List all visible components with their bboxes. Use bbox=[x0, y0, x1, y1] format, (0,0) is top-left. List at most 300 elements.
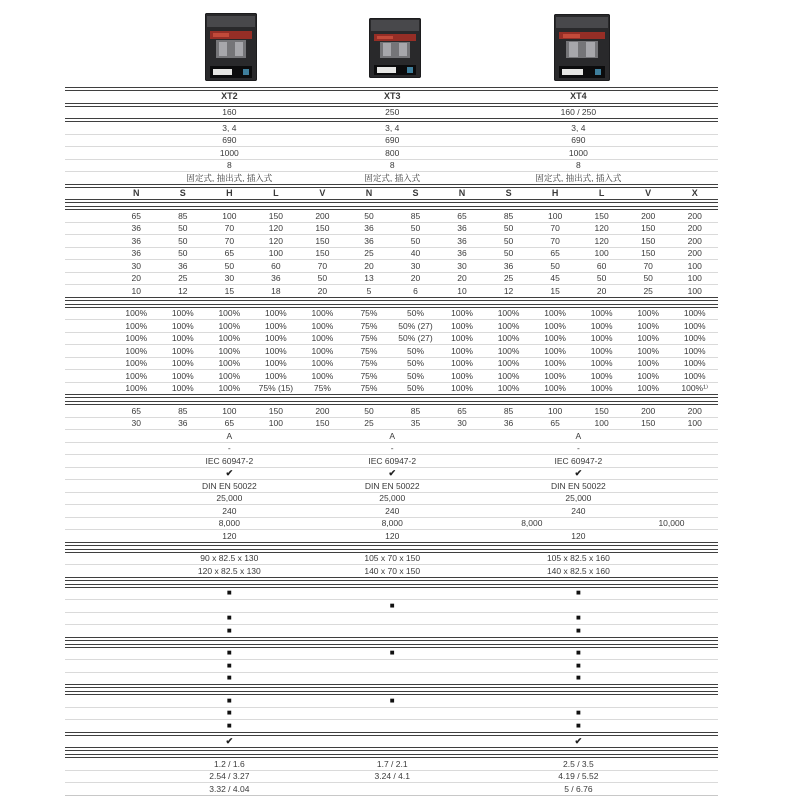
feature-available-square: ■ bbox=[575, 660, 581, 670]
product-models bbox=[65, 87, 718, 107]
feature-available-square: ■ bbox=[226, 695, 232, 705]
cell: 18 bbox=[271, 285, 281, 296]
ratings-and-standards-row bbox=[65, 492, 718, 505]
cell: DIN EN 50022 bbox=[550, 480, 606, 491]
ultimate-breaking-capacity-row bbox=[65, 222, 718, 235]
general-info-row bbox=[65, 171, 718, 184]
features-block-1-row bbox=[65, 612, 718, 625]
cell: 65 bbox=[224, 248, 235, 258]
compliance-check-row bbox=[65, 736, 718, 748]
cell: IEC 60947-2 bbox=[554, 455, 603, 466]
breaker-rating-plate bbox=[210, 66, 253, 78]
service-breaking-capacity-row bbox=[65, 332, 718, 345]
cell: 690 bbox=[385, 135, 400, 145]
cell: - bbox=[576, 443, 580, 453]
cell: 100% bbox=[544, 383, 566, 393]
feature-available-square: ■ bbox=[575, 720, 581, 730]
cell: 100 bbox=[268, 418, 283, 428]
cell: H bbox=[226, 187, 233, 198]
cell: 20 bbox=[317, 285, 328, 296]
dimensions-row bbox=[65, 564, 718, 577]
cell: 150 bbox=[315, 248, 330, 258]
cell: 100% bbox=[218, 345, 241, 356]
cell: 100 bbox=[222, 210, 237, 221]
cell: 1000 bbox=[568, 147, 588, 158]
features-block-3-row bbox=[65, 719, 718, 732]
cell: 100% bbox=[637, 308, 660, 318]
cell: 150 bbox=[594, 405, 609, 416]
cell: XT4 bbox=[570, 91, 587, 102]
cell: 65 bbox=[457, 405, 467, 416]
cell: 50 bbox=[410, 235, 421, 246]
cell: 3.24 / 4.1 bbox=[374, 771, 410, 781]
product-photo-xt3 bbox=[369, 18, 421, 78]
cell: 85 bbox=[410, 210, 421, 221]
feature-available-square: ■ bbox=[389, 695, 395, 705]
cell: 85 bbox=[503, 210, 514, 221]
features-block-2-row bbox=[65, 648, 718, 660]
cell: 100% bbox=[637, 320, 660, 331]
service-breaking-capacity-row bbox=[65, 382, 718, 395]
cell: 20 bbox=[364, 260, 374, 271]
compliance-check bbox=[65, 736, 718, 752]
service-breaking-capacity-row bbox=[65, 369, 718, 382]
breaker-rating-plate bbox=[559, 66, 605, 77]
cell: A bbox=[226, 430, 233, 441]
cell: - bbox=[227, 443, 231, 453]
feature-available-square: ■ bbox=[575, 673, 581, 683]
feature-available-square: ■ bbox=[226, 613, 232, 623]
cell: 100% bbox=[171, 383, 194, 393]
cell: 50% bbox=[406, 308, 424, 318]
features-block-3-row bbox=[65, 707, 718, 720]
cell: 100% bbox=[265, 308, 287, 318]
service-breaking-capacity-row bbox=[65, 308, 718, 320]
breaker-toggle bbox=[216, 40, 245, 58]
cell: 75% bbox=[360, 333, 378, 343]
cell: S bbox=[179, 187, 186, 198]
cell: 200 bbox=[687, 210, 702, 221]
cell: 100% bbox=[544, 345, 566, 356]
cell: 160 / 250 bbox=[560, 107, 597, 117]
cell: 50% bbox=[406, 345, 424, 356]
cell: 1.2 / 1.6 bbox=[213, 758, 245, 769]
cell: 75% bbox=[360, 370, 378, 381]
features-block-1-row bbox=[65, 624, 718, 637]
cell: 50 bbox=[503, 235, 514, 246]
cell: 100% bbox=[311, 345, 334, 356]
cell: 25 bbox=[643, 285, 653, 296]
cell: DIN EN 50022 bbox=[201, 480, 257, 491]
breaker-top-band bbox=[207, 16, 255, 28]
cell: 8 bbox=[389, 160, 395, 170]
cell: 200 bbox=[315, 405, 330, 416]
weights bbox=[65, 754, 718, 796]
cell: 150 bbox=[315, 223, 330, 233]
cell: 25 bbox=[503, 273, 514, 283]
cell: N bbox=[133, 187, 140, 198]
general-info bbox=[65, 122, 718, 188]
spec-table bbox=[65, 87, 718, 796]
cell: 85 bbox=[178, 210, 188, 221]
cell: 100% bbox=[125, 320, 148, 331]
cell: 8,000 bbox=[381, 518, 403, 528]
cell: 1000 bbox=[219, 147, 239, 158]
cell: 50 bbox=[503, 223, 514, 233]
cell: 100% bbox=[451, 358, 473, 368]
cell: DIN EN 50022 bbox=[364, 480, 420, 491]
breaker-toggle bbox=[380, 42, 409, 58]
cell: 100% bbox=[171, 320, 194, 331]
cell: 30 bbox=[224, 273, 235, 283]
general-info-row bbox=[65, 122, 718, 134]
cell: 40 bbox=[410, 248, 421, 258]
cell: 100% bbox=[125, 383, 148, 393]
cell: 90 x 82.5 x 130 bbox=[200, 553, 259, 563]
cell: 100% bbox=[683, 370, 706, 381]
cell: N bbox=[365, 187, 373, 198]
cell: V bbox=[645, 187, 652, 198]
cell: 25,000 bbox=[379, 493, 406, 503]
cell: 25,000 bbox=[216, 493, 243, 503]
cell: 100% bbox=[637, 383, 660, 393]
weights-row bbox=[65, 770, 718, 783]
feature-available-square: ■ bbox=[575, 708, 581, 718]
cell: L bbox=[273, 187, 279, 198]
product-photo-xt4 bbox=[554, 14, 610, 81]
cell: 85 bbox=[178, 405, 188, 416]
breaker-red-label bbox=[374, 34, 417, 41]
cell: 240 bbox=[222, 505, 237, 516]
cell: 100% bbox=[497, 320, 520, 331]
ratings-and-standards-row bbox=[65, 417, 718, 430]
cell: 10 bbox=[457, 285, 467, 296]
cell: 固定式, 抽出式, 插入式 bbox=[186, 172, 273, 183]
cell: 50 bbox=[364, 210, 374, 221]
cell: 100% bbox=[265, 358, 287, 368]
cell: 100% bbox=[497, 308, 520, 318]
cell: 200 bbox=[315, 210, 330, 221]
cell: 100 bbox=[594, 248, 609, 258]
cell: XT3 bbox=[383, 91, 401, 102]
cell: 13 bbox=[364, 273, 374, 283]
cell: 8 bbox=[576, 160, 581, 170]
cell: 100% bbox=[218, 333, 241, 343]
cell: 200 bbox=[641, 210, 656, 221]
cell: A bbox=[575, 430, 582, 441]
cell: 75% (15) bbox=[258, 383, 294, 393]
feature-available-square: ■ bbox=[575, 588, 581, 598]
cell: 250 bbox=[385, 107, 400, 117]
cell: 50% bbox=[406, 370, 424, 381]
ratings-and-standards-row bbox=[65, 405, 718, 417]
cell: 100 bbox=[268, 248, 283, 258]
cell: IEC 60947-2 bbox=[368, 455, 417, 466]
cell: 25 bbox=[178, 273, 188, 283]
feature-available-square: ■ bbox=[226, 708, 232, 718]
cell: 3, 4 bbox=[222, 122, 237, 133]
cell: 36 bbox=[503, 418, 514, 428]
cell: 2.5 / 3.5 bbox=[563, 758, 594, 769]
cell: 15 bbox=[224, 285, 235, 296]
cell: 150 bbox=[641, 235, 656, 246]
cell: 50% bbox=[406, 383, 424, 393]
cell: 50 bbox=[178, 248, 188, 258]
cell: 200 bbox=[687, 248, 702, 258]
cell: 100% bbox=[637, 370, 660, 381]
cell: 2.54 / 3.27 bbox=[209, 771, 250, 781]
cell: 36 bbox=[178, 260, 188, 271]
cell: 25,000 bbox=[565, 493, 592, 503]
ultimate-breaking-capacity-row bbox=[65, 259, 718, 272]
cell: 160 bbox=[222, 107, 237, 117]
cell: 36 bbox=[457, 235, 467, 246]
rated-current bbox=[65, 107, 718, 123]
cell: 65 bbox=[224, 418, 235, 428]
cell: 65 bbox=[550, 248, 560, 258]
cell: 12 bbox=[503, 285, 514, 296]
cell: 100 bbox=[548, 405, 563, 416]
cell: 15 bbox=[550, 285, 560, 296]
cell: 30 bbox=[131, 418, 141, 428]
ultimate-breaking-capacity-row bbox=[65, 272, 718, 285]
cell: 12 bbox=[178, 285, 188, 296]
features-block-3-row bbox=[65, 695, 718, 707]
cell: 36 bbox=[503, 260, 514, 271]
cell: 150 bbox=[641, 248, 656, 258]
cell: 50% (27) bbox=[398, 320, 433, 331]
cell: 20 bbox=[410, 273, 421, 283]
cell: 690 bbox=[222, 135, 237, 145]
ultimate-breaking-capacity-row bbox=[65, 247, 718, 260]
ratings-and-standards-row bbox=[65, 479, 718, 492]
cell: 100% bbox=[218, 383, 241, 393]
cell: 800 bbox=[385, 147, 400, 158]
cell: 65 bbox=[457, 210, 467, 221]
cell: N bbox=[458, 187, 466, 198]
cell: 100% bbox=[590, 308, 613, 318]
cell: 120 bbox=[268, 223, 283, 233]
cell: 100% bbox=[451, 308, 473, 318]
cell: 100% bbox=[590, 320, 613, 331]
general-info-row bbox=[65, 146, 718, 159]
cell: 5 / 6.76 bbox=[564, 783, 593, 794]
cell: 100% bbox=[451, 370, 473, 381]
cell: 100% bbox=[265, 333, 287, 343]
cell: - bbox=[390, 443, 394, 453]
cell: 75% bbox=[360, 320, 378, 331]
cell: 150 bbox=[594, 210, 609, 221]
features-block-2-row bbox=[65, 659, 718, 672]
cell: 100% bbox=[590, 333, 613, 343]
cell: 100% bbox=[590, 358, 613, 368]
cell: 200 bbox=[687, 235, 702, 246]
cell: 140 x 70 x 150 bbox=[364, 565, 421, 576]
cell: 150 bbox=[641, 223, 656, 233]
cell: 100 bbox=[548, 210, 563, 221]
service-breaking-capacity-row bbox=[65, 344, 718, 357]
cell: 70 bbox=[224, 223, 235, 233]
cell: 36 bbox=[131, 248, 141, 258]
ratings-and-standards-row bbox=[65, 454, 718, 467]
service-breaking-capacity-row bbox=[65, 319, 718, 332]
cell: 120 bbox=[385, 530, 400, 541]
cell: 30 bbox=[457, 418, 467, 428]
cell: 100%¹⁾ bbox=[681, 383, 709, 393]
cell: 100% bbox=[683, 308, 706, 318]
cell: 50 bbox=[178, 235, 188, 246]
cell: 60 bbox=[596, 260, 607, 271]
cell: 100 bbox=[687, 418, 702, 428]
weights-row bbox=[65, 758, 718, 770]
cell: 35 bbox=[410, 418, 421, 428]
cell: 100% bbox=[497, 370, 520, 381]
cell: 100 bbox=[687, 285, 702, 296]
cell: 100% bbox=[544, 308, 566, 318]
cell: 50 bbox=[178, 223, 188, 233]
cell: H bbox=[551, 187, 559, 198]
breaker-red-label bbox=[210, 31, 253, 38]
feature-available-square: ■ bbox=[389, 600, 395, 610]
cell: 100% bbox=[171, 308, 194, 318]
cell: 4.19 / 5.52 bbox=[558, 771, 599, 781]
cell: 25 bbox=[364, 418, 374, 428]
ratings-and-standards-row bbox=[65, 517, 718, 530]
features-block-3 bbox=[65, 691, 718, 736]
cell: 100% bbox=[218, 358, 241, 368]
cell: 70 bbox=[643, 260, 653, 271]
cell: 200 bbox=[687, 223, 702, 233]
cell: 120 bbox=[594, 235, 609, 246]
rated-current-row bbox=[65, 107, 718, 119]
cell: 8,000 bbox=[521, 518, 543, 528]
ultimate-breaking-capacity bbox=[65, 206, 718, 301]
cell: 100% bbox=[171, 370, 194, 381]
cell: 100% bbox=[451, 333, 473, 343]
cell: 10 bbox=[131, 285, 141, 296]
cell: 75% bbox=[360, 345, 378, 356]
cell: 30 bbox=[457, 260, 467, 271]
ultimate-breaking-capacity-row bbox=[65, 284, 718, 297]
cell: 10,000 bbox=[658, 518, 685, 528]
check-mark: ✔ bbox=[388, 467, 396, 478]
cell: 100% bbox=[218, 320, 241, 331]
cell: 100% bbox=[544, 333, 566, 343]
cell: 85 bbox=[410, 405, 421, 416]
cell: 70 bbox=[550, 223, 560, 233]
cell: 100% bbox=[311, 308, 334, 318]
product-photo-xt2 bbox=[205, 13, 257, 81]
cell: 100% bbox=[497, 345, 520, 356]
check-mark: ✔ bbox=[574, 467, 583, 478]
cell: 100% bbox=[171, 333, 194, 343]
cell: 75% bbox=[360, 358, 378, 368]
cell: 100% bbox=[544, 320, 566, 331]
cell: 150 bbox=[268, 405, 283, 416]
cell: 100 bbox=[687, 273, 702, 283]
feature-available-square: ■ bbox=[575, 625, 581, 635]
cell: 100% bbox=[125, 358, 148, 368]
cell: 6 bbox=[413, 285, 418, 296]
cell: 100% bbox=[637, 345, 660, 356]
cell: V bbox=[319, 187, 326, 198]
cell: 100% bbox=[451, 383, 473, 393]
cell: 85 bbox=[503, 405, 514, 416]
cell: 100% bbox=[265, 370, 287, 381]
dimensions-row bbox=[65, 553, 718, 565]
cell: 50 bbox=[410, 223, 421, 233]
cell: 8 bbox=[226, 160, 232, 170]
cell: 150 bbox=[268, 210, 283, 221]
product-models-row bbox=[65, 91, 718, 103]
cell: 100% bbox=[171, 345, 194, 356]
cell: 120 x 82.5 x 130 bbox=[197, 565, 261, 576]
cell: 3, 4 bbox=[385, 122, 400, 133]
feature-available-square: ■ bbox=[575, 613, 581, 623]
cell: 36 bbox=[178, 418, 188, 428]
cell: 70 bbox=[224, 235, 235, 246]
cell: 100% bbox=[218, 370, 241, 381]
cell: 100% bbox=[125, 345, 148, 356]
cell: 100% bbox=[544, 370, 566, 381]
cell: S bbox=[412, 187, 419, 198]
features-block-1 bbox=[65, 584, 718, 641]
ultimate-breaking-capacity-row bbox=[65, 210, 718, 222]
cell: 100 bbox=[594, 418, 609, 428]
general-info-row bbox=[65, 134, 718, 147]
cell: 36 bbox=[131, 235, 141, 246]
cell: 60 bbox=[271, 260, 281, 271]
cell: 50 bbox=[364, 405, 374, 416]
cell: 50 bbox=[224, 260, 235, 271]
cell: 30 bbox=[131, 260, 141, 271]
cell: 100 bbox=[222, 405, 237, 416]
cell: 50 bbox=[503, 248, 514, 258]
cell: X bbox=[691, 187, 698, 198]
cell: 100% bbox=[683, 333, 706, 343]
cell: 120 bbox=[571, 530, 586, 541]
cell: 65 bbox=[550, 418, 560, 428]
cell: 200 bbox=[687, 405, 702, 416]
cell: 150 bbox=[315, 418, 330, 428]
cell: 3, 4 bbox=[571, 122, 586, 133]
cell: 200 bbox=[641, 405, 656, 416]
cell: 3.32 / 4.04 bbox=[209, 783, 250, 794]
cell: 150 bbox=[641, 418, 656, 428]
cell: 120 bbox=[222, 530, 237, 541]
cell: 100% bbox=[637, 333, 660, 343]
cell: 100% bbox=[265, 320, 287, 331]
cell: 100% bbox=[311, 358, 334, 368]
check-mark: ✔ bbox=[225, 467, 234, 478]
cell: 100% bbox=[683, 320, 706, 331]
cell: 36 bbox=[364, 235, 374, 246]
breaker-top-band bbox=[371, 20, 419, 30]
versions-header-row bbox=[65, 188, 718, 200]
cell: 50 bbox=[643, 273, 653, 283]
feature-available-square: ■ bbox=[226, 660, 232, 670]
weights-row bbox=[65, 782, 718, 795]
cell: 100% bbox=[590, 383, 613, 393]
features-block-2-row bbox=[65, 672, 718, 685]
cell: 65 bbox=[131, 405, 141, 416]
features-block-1-row bbox=[65, 599, 718, 612]
cell: 100% bbox=[497, 358, 520, 368]
cell: 100% bbox=[590, 345, 613, 356]
cell: 25 bbox=[364, 248, 374, 258]
cell: 100% bbox=[544, 358, 566, 368]
dimensions bbox=[65, 549, 718, 581]
